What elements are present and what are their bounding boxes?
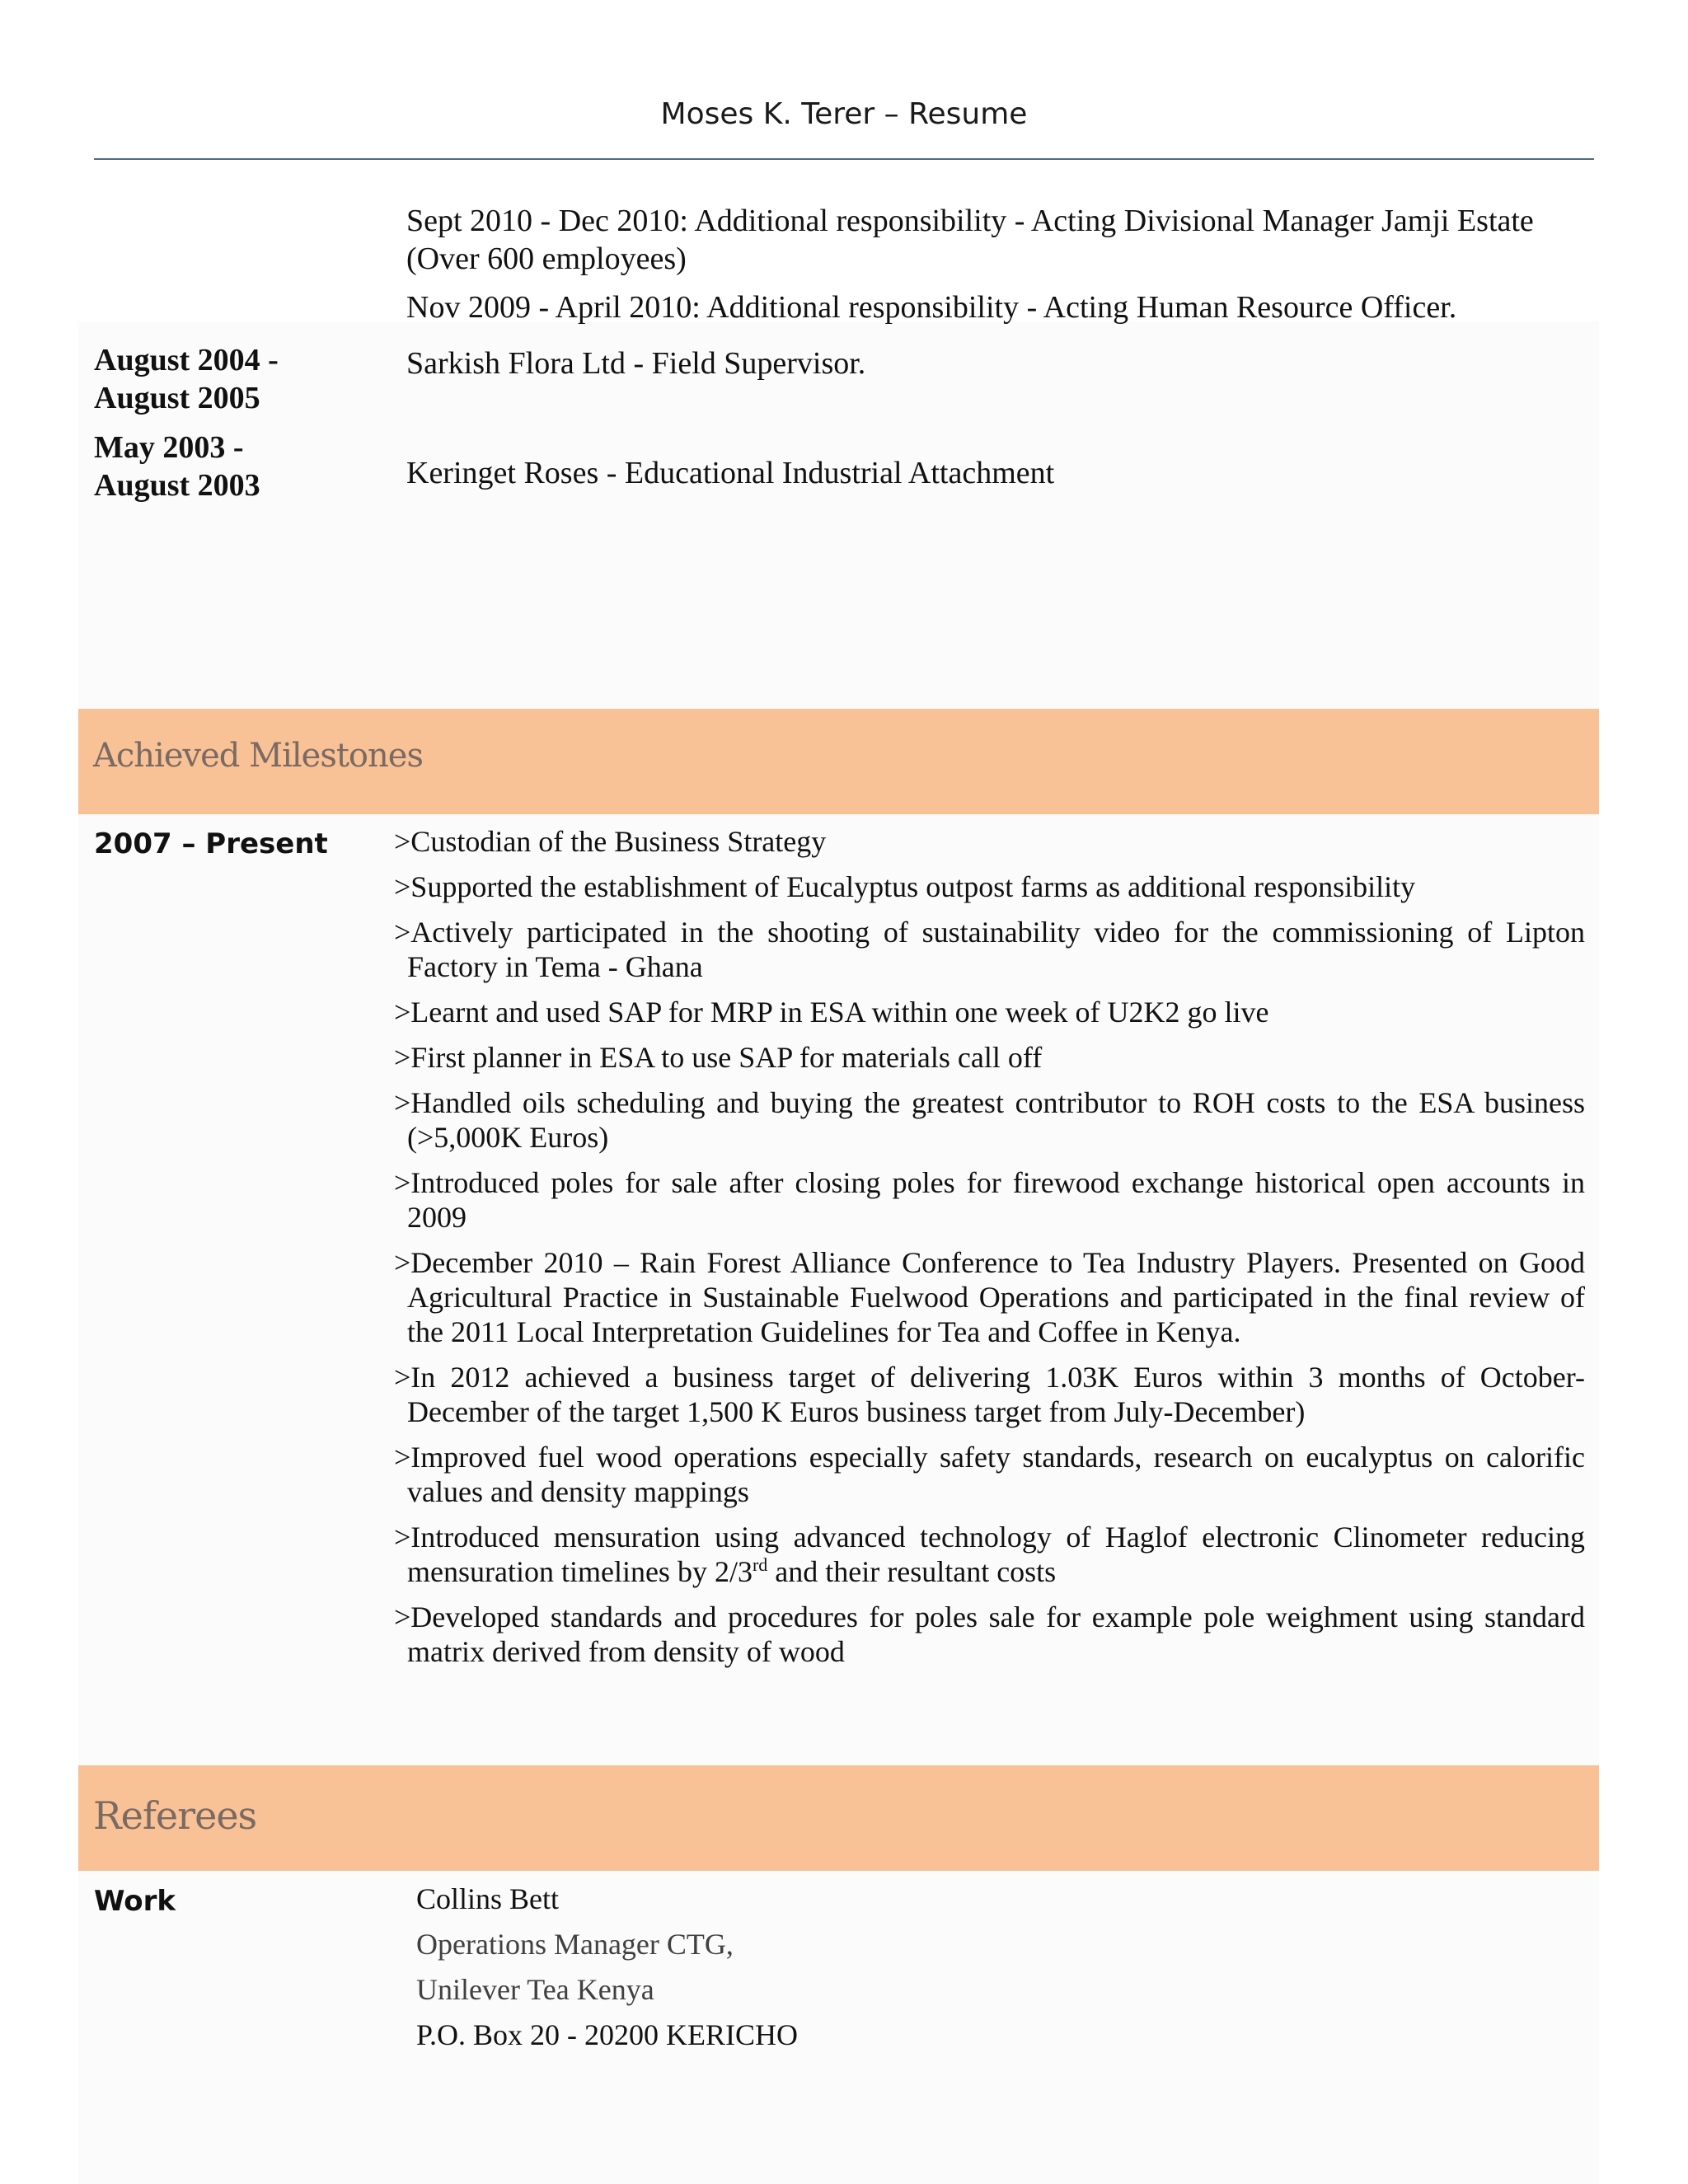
milestones-list <box>394 824 1585 1680</box>
date-label-sarkish <box>94 341 279 417</box>
referee-company: Unilever Tea Kenya <box>416 1973 654 2006</box>
section-heading-milestones: Achieved Milestones <box>93 737 423 775</box>
date-label-line: May 2003 - <box>94 430 244 465</box>
milestones-period-label: 2007 – Present <box>94 827 328 860</box>
milestone-item: >First planner in ESA to use SAP for materials call off <box>394 1041 1043 1074</box>
date-label-line: August 2005 <box>94 381 260 415</box>
milestone-item: >Learnt and used SAP for MRP in ESA within one week of U2K2 go live <box>394 996 1269 1029</box>
milestone-item: >In 2012 achieved a business target of delivering 1.03K Euros within 3 months of October-December of the target 1,500 K Euros business target from July-December) <box>394 1361 1585 1428</box>
section-band-referees <box>78 1765 1599 1871</box>
milestone-item: >Supported the establishment of Eucalyptus outpost farms as additional responsibility <box>394 870 1416 903</box>
milestone-item: >Developed standards and procedures for poles sale for example pole weighment using standard matrix derived from density of wood <box>394 1601 1585 1668</box>
referee-name: Collins Bett <box>416 1882 560 1915</box>
referee-address: P.O. Box 20 - 20200 KERICHO <box>416 2018 799 2051</box>
date-label-keringet <box>94 429 260 504</box>
experience-entry-sarkish: Sarkish Flora Ltd - Field Supervisor. <box>406 346 866 381</box>
milestone-item: >Actively participated in the shooting of sustainability video for the commissioning of Lipton Factory in Tema - Ghana <box>394 916 1585 983</box>
date-label-line: August 2004 - <box>94 343 279 377</box>
milestone-item: >Introduced poles for sale after closing poles for firewood exchange historical open accounts in 2009 <box>394 1166 1585 1234</box>
section-heading-referees: Referees <box>93 1793 257 1838</box>
milestone-item: >December 2010 – Rain Forest Alliance Conference to Tea Industry Players. Presented on Good Agricultural Practice in Sustainable Fuelwood Operations and participated in the final review of the 2011 Local Interpretation Guidelines for Tea and Coffee in Kenya. <box>394 1246 1585 1348</box>
milestone-item: >Improved fuel wood operations especially safety standards, research on eucalyptus on calorific values and density mappings <box>394 1441 1585 1508</box>
referees-work-label: Work <box>94 1885 176 1918</box>
experience-entry-keringet: Keringet Roses - Educational Industrial Attachment <box>406 456 1055 490</box>
milestone-text: >Introduced mensuration using advanced technology of Haglof electronic Clinometer reducing mensuration timelines by 2/3 <box>394 1521 1585 1588</box>
milestone-item: >Custodian of the Business Strategy <box>394 825 827 858</box>
section-band-milestones <box>78 709 1599 814</box>
experience-entry-sept-2010: Sept 2010 - Dec 2010: Additional responsibility - Acting Divisional Manager Jamji Estate (Over 600 employees) <box>406 204 1534 276</box>
milestone-item: >Handled oils scheduling and buying the greatest contributor to ROH costs to the ESA business (>5,000K Euros) <box>394 1086 1585 1154</box>
experience-entry-nov-2009: Nov 2009 - April 2010: Additional responsibility - Acting Human Resource Officer. <box>406 290 1457 325</box>
referee-position: Operations Manager CTG, <box>416 1928 734 1961</box>
header-divider <box>94 158 1594 160</box>
date-label-line: August 2003 <box>94 468 260 503</box>
milestone-item-mensuration <box>394 1520 1585 1589</box>
milestone-text: and their resultant costs <box>767 1555 1057 1588</box>
superscript-ordinal: rd <box>752 1554 768 1575</box>
page-header-title: Moses K. Terer – Resume <box>660 97 1028 131</box>
